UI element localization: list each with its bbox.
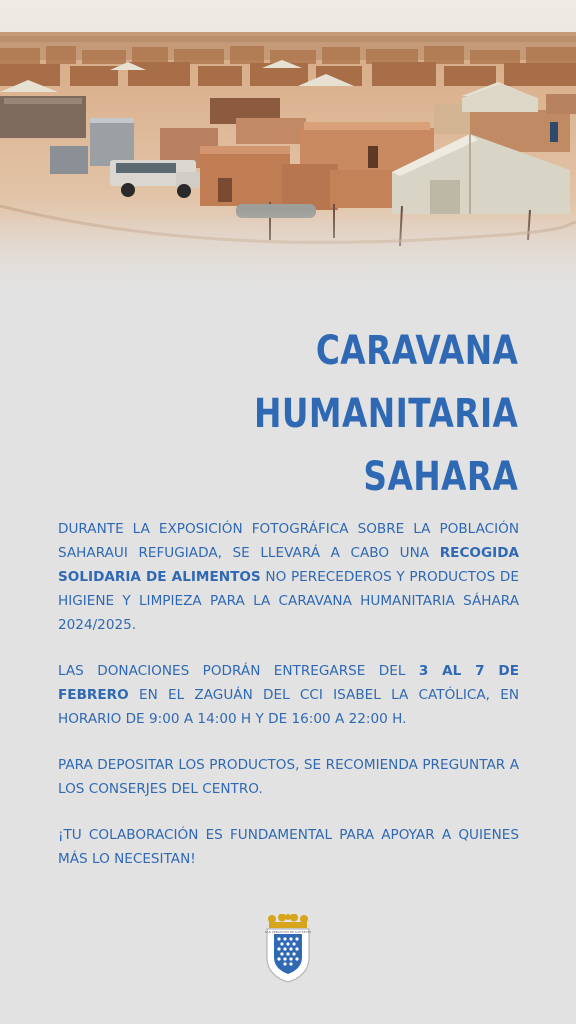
paragraph-2-highlight: 3 AL 7 DE FEBRERO: [58, 663, 519, 703]
paragraph-2-text-b: EN EL ZAGUÁN DEL CCI ISABEL LA CATÓLICA, EN HORARIO DE 9:00 A 14:00 H Y DE 16:00 A 22:00 H.: [58, 687, 519, 727]
camp-illustration: [0, 0, 576, 300]
paragraph-instructions: PARA DEPOSITAR LOS PRODUCTOS, SE RECOMIENDA PREGUNTAR A LOS CONSERJES DEL CENTRO.: [58, 757, 519, 797]
paragraph-1-text-b: NO PERECEDEROS Y PRODUCTOS DE HIGIENE Y LIMPIEZA PARA LA CARAVANA HUMANITARIA SÁHARA 2024/2025.: [58, 569, 519, 633]
paragraph-2-text-a: LAS DONACIONES PODRÁN ENTREGARSE DEL: [58, 663, 419, 679]
paragraph-collection: [58, 517, 519, 637]
title-line-2: HUMANITARIA: [253, 391, 518, 437]
page-title: [254, 320, 518, 509]
paragraph-closing: ¡TU COLABORACIÓN ES FUNDAMENTAL PARA APOYAR A QUIENES MÁS LO NECESITAN!: [58, 827, 519, 867]
paragraph-1-text-a: DURANTE LA EXPOSICIÓN FOTOGRÁFICA SOBRE LA POBLACIÓN SAHARAUI REFUGIADA, SE LLEVARÁ A CABO UNA: [58, 521, 519, 561]
paragraph-1-highlight: RECOGIDA SOLIDARIA DE ALIMENTOS: [58, 545, 519, 585]
municipal-coat-of-arms-icon: [263, 914, 313, 984]
body-text: [58, 517, 519, 893]
refugee-camp-photo: [0, 0, 576, 300]
title-line-1: CARAVANA: [315, 328, 518, 374]
paragraph-dates: [58, 659, 519, 731]
title-line-3: SAHARA: [363, 454, 518, 500]
crest-inscription: SAN SEBASTIÁN DE LOS REYES: [264, 930, 312, 934]
